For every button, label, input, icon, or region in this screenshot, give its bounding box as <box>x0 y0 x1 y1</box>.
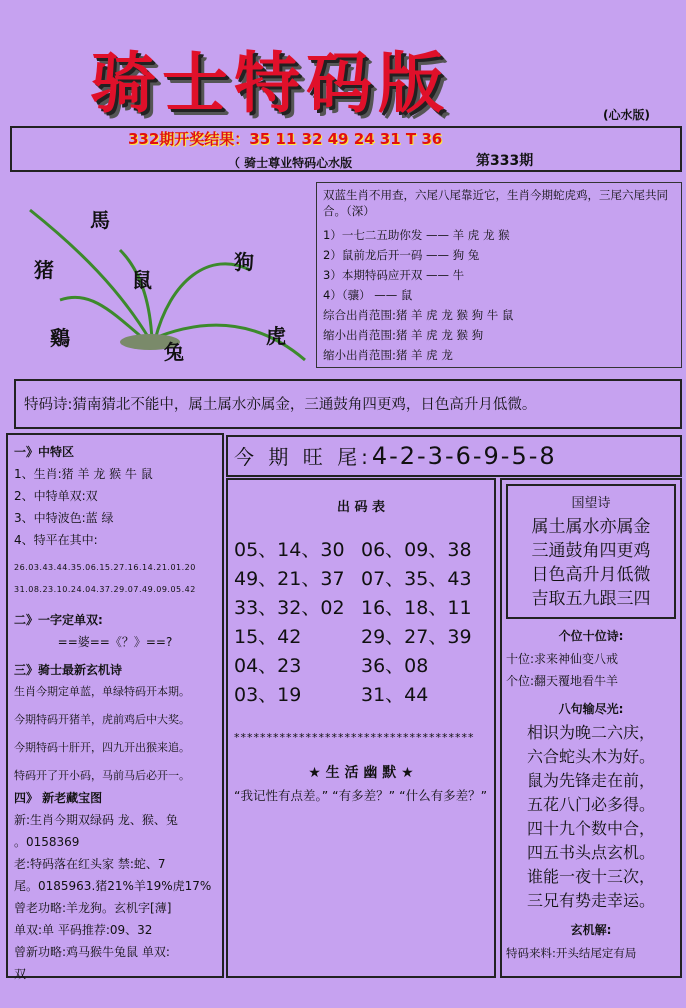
poem-line: 谁能一夜十三次， <box>526 867 655 886</box>
treasure-line: 新:生肖今期双绿码 龙、猴、兔 <box>14 813 178 827</box>
page-title: 骑士特码版 <box>90 44 450 122</box>
list-item: 1、生肖:猪 羊 龙 猴 牛 鼠 <box>14 467 153 481</box>
zodiac-rooster: 鷄 <box>50 326 70 350</box>
number-list: 31.08.23.10.24.04.37.29.07.49.09.05.42 <box>14 585 196 594</box>
eight-line-title: 八句输尽光: <box>558 702 624 716</box>
table-cell: 05、14、30 <box>234 539 345 561</box>
list-item: 4、特平在其中: <box>14 533 98 547</box>
table-cell: 07、35、43 <box>361 568 472 590</box>
poem-line: 今期特码开猪羊，虎前鸡后中大奖。 <box>14 713 190 726</box>
poem-line: 日色高升月低微 <box>531 565 651 585</box>
tips-intro: 双蓝生肖不用查，六尾八尾靠近它，生肖今期蛇虎鸡，三尾六尾共同合。（深） <box>323 188 668 218</box>
edition-label: (心水版) <box>603 108 650 122</box>
numbers-heading: 出 码 表 <box>336 500 386 515</box>
treasure-line: 单双:单 平码推荐:09、32 <box>14 923 153 937</box>
poem-line: 今期特码十肝开，四九开出猴来追。 <box>14 741 190 754</box>
zodiac-rabbit: 兔 <box>164 340 184 364</box>
treasure-line: 老:特码落在红头家 禁:蛇、7 <box>14 857 166 871</box>
poem-line: 鼠为先锋走在前， <box>526 771 655 790</box>
poem-line: 五花八门必多得。 <box>526 795 655 814</box>
list-item: 2、中特单双:双 <box>14 489 98 503</box>
section-heading: 三》骑士最新玄机诗 <box>14 663 123 677</box>
treasure-line: 曾新功略:鸡马猴牛兔鼠 单双: <box>14 945 170 959</box>
hot-tail-box <box>226 435 682 477</box>
hot-tail-label: 今 期 旺 尾: <box>234 445 372 469</box>
table-cell: 49、21、37 <box>234 568 345 590</box>
issue-number: 第333期 <box>476 153 534 169</box>
table-cell: 04、23 <box>234 655 302 677</box>
poem-line: 四五书头点玄机。 <box>526 843 655 862</box>
hot-tail-value: 4-2-3-6-9-5-8 <box>371 442 557 470</box>
zodiac-dog: 狗 <box>234 250 254 274</box>
poem-line: 三兄有势走幸运。 <box>526 891 655 910</box>
table-cell: 15、42 <box>234 626 302 648</box>
section-heading: 二》一字定单双: <box>14 613 103 627</box>
guowang-title: 国望诗 <box>571 496 611 511</box>
mystery-title: 玄机解: <box>570 923 612 937</box>
subtitle: （ 骑士尊业特码心水版 <box>228 156 353 170</box>
digits-line: 十位:求来神仙变八戒 <box>506 652 619 666</box>
leaf-4 <box>60 297 145 340</box>
table-cell: 16、18、11 <box>361 597 472 619</box>
poem-line: 三通鼓角四更鸡 <box>531 541 651 561</box>
poem-line: 吉取五九跟三四 <box>531 589 651 609</box>
zodiac-tiger: 虎 <box>266 324 286 348</box>
tips-line: 缩小出肖范围:猪 羊 虎 龙 <box>323 348 453 362</box>
table-cell: 06、09、38 <box>361 539 472 561</box>
table-cell: 03、19 <box>234 684 302 706</box>
poem-line: 四十九个数中合， <box>526 819 655 838</box>
left-column <box>6 433 224 981</box>
poem-line: 相识为晚二六庆， <box>526 723 655 742</box>
tips-line: 1）一七二五助你发 —— 羊 虎 龙 猴 <box>323 228 510 242</box>
digits-line: 个位:翻天覆地看牛羊 <box>506 674 619 688</box>
riddle: ==婆==《？》==? <box>57 635 173 649</box>
joke-title: ★ 生 活 幽 默 ★ <box>308 765 414 781</box>
table-cell: 36、08 <box>361 655 429 677</box>
treasure-line: 曾老功略:羊龙狗。玄机字[薄] <box>14 901 172 915</box>
special-code-poem: 特码诗:猜南猜北不能中，属土属水亦属金，三通鼓角四更鸡，日色高升月低微。 <box>14 379 682 429</box>
digits-poem-title: 个位十位诗: <box>558 629 624 643</box>
poem-line: 特码开了开小码，马前马后必开一。 <box>14 769 190 782</box>
treasure-line: 。0158369 <box>14 835 80 849</box>
draw-result: 332期开奖结果：35 11 32 49 24 31 T 36 <box>128 130 443 148</box>
treasure-line: 双 <box>14 967 27 981</box>
numbers-grid <box>234 535 488 707</box>
section-heading: 四》 新老藏宝图 <box>14 791 103 805</box>
poem-line: 六合蛇头木为好。 <box>526 747 655 766</box>
leaf-2 <box>155 264 250 340</box>
list-item: 3、中特波色:蓝 绿 <box>14 511 114 525</box>
tips-line: 综合出肖范围:猪 羊 虎 龙 猴 狗 牛 鼠 <box>323 308 514 322</box>
zodiac-pig: 猪 <box>34 258 54 282</box>
tips-box <box>316 182 682 368</box>
zodiac-horse: 馬 <box>90 208 110 232</box>
table-cell: 29、27、39 <box>361 626 472 648</box>
treasure-line: 尾。0185963.猪21%羊19%虎17% <box>14 879 212 893</box>
guowang-poem <box>506 484 676 619</box>
zodiac-rat: 鼠 <box>132 268 152 292</box>
poem-line: 属土属水亦属金 <box>531 517 651 537</box>
mystery-line: 特码来料:开头结尾定有局 <box>506 946 637 960</box>
table-cell: 31、44 <box>361 684 429 706</box>
table-cell: 33、32、02 <box>234 597 345 619</box>
number-list: 26.03.43.44.35.06.15.27.16.14.21.01.20 <box>14 563 196 572</box>
section-heading: 一》中特区 <box>14 445 75 459</box>
tips-line: 缩小出肖范围:猪 羊 虎 龙 猴 狗 <box>323 328 484 342</box>
poem-line: 生肖今期定单蓝，单绿特码开本期。 <box>14 685 190 698</box>
joke-text: “我记性有点差。” “有多差？” “什么有多差？” <box>234 788 488 803</box>
right-column <box>500 478 682 978</box>
tips-line: 3）本期特码应开双 —— 牛 <box>323 268 465 282</box>
tips-line: 2）鼠前龙后开一码 —— 狗 兔 <box>323 248 480 262</box>
star-divider: ************************************* <box>234 731 475 744</box>
tips-line: 4）（骧） —— 鼠 <box>323 288 413 302</box>
numbers-table <box>226 478 496 978</box>
